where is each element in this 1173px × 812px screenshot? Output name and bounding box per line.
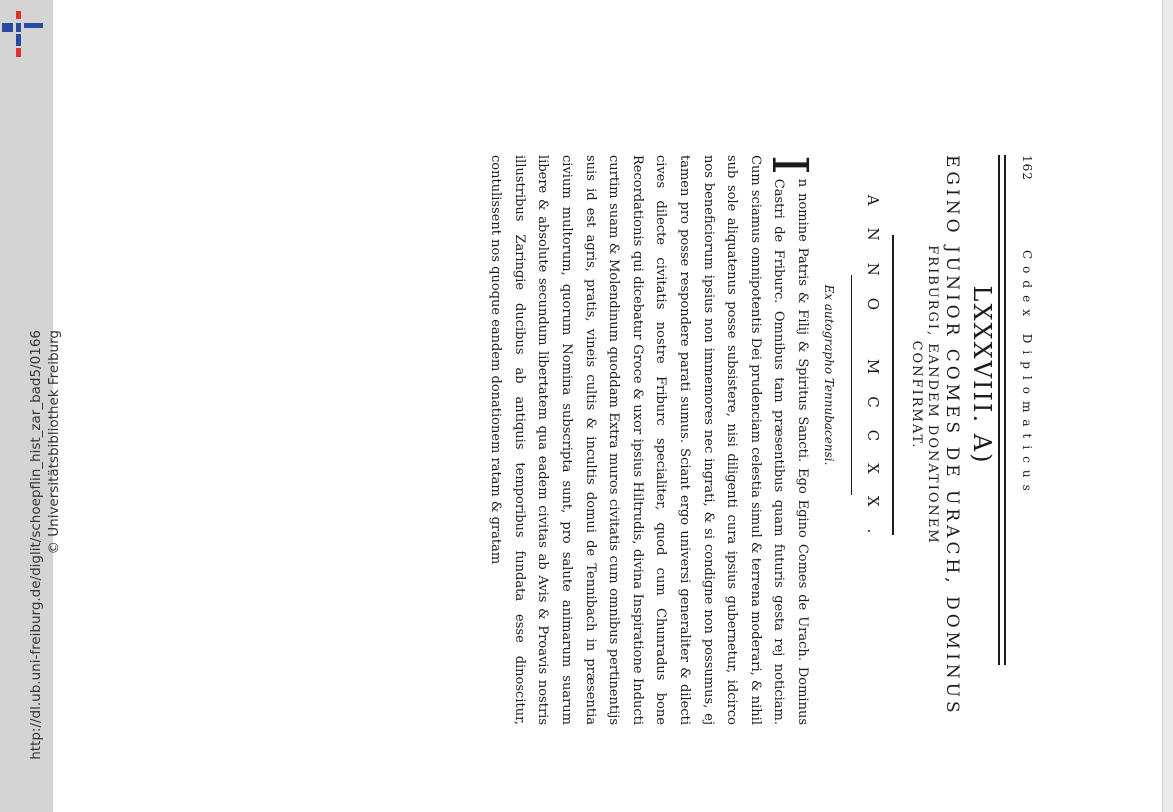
page-header [1016,155,1034,665]
copyright-notice: © Universitätsbibliothek Freiburg [46,330,62,555]
document-number: LXXXVIII. A) [968,285,996,465]
document-heading: EGINO JUNIOR COMES DE URACH, DOMINUS [942,155,962,717]
running-title: Codex Diplomaticus [1020,250,1034,498]
charter-text [484,155,819,725]
scrollbar[interactable] [1162,0,1173,812]
drop-cap: I [761,155,819,175]
document-year: ANNO MCCXX. [864,194,882,556]
source-note: Ex autographo Tennubacensi. [822,284,836,466]
year-rule [851,275,852,495]
charter-body: n nomine Patris & Filij & Spiritus Sancti. Ego Egino Comes de Urach. Dominus Castri de Friburc. Omnibus tam præsentibus quam futuris gesta rej noticiam. Cum sciamus omnipotentis Dei prudenciam celestia simul & terrena moderari, & nihil sub sole aliquatenus posse subsistere, nisi diligenti cura ipsius gubernetur, idcirco nos beneficiorum ipsius non immemores nec ingrati, & si condigne non possumus, ej tamen pro posse respondere parati sumus. Sciant ergo universi generaliter & dilecti cives dilecte civitatis nostre Friburc specialiter, quod cum Chunradus bone Recordationis qui dicebatur Groce & uxor ipsius Hiltrudis, divina Inspiratione Inducti curtim suam & Molendinum quoddam Extra muros civitatis cum omnibus pertinentijs suis id est agris, pratis, vineis cultis & incultis domui de Tennibach in præsentia civium multorum, quorum Nomina subscripta sunt, pro salute animarum suarum libere & absolute secundum libertatem qua eadem civitas ab Avis & Proavis nostris illustribus Zaringie ducibus ab antiquis temporibus fundata esse dinoscitur, contulissent nos quoque eandem donationem ratam & gratam [488,155,810,725]
subheading-line-1: FRIBURGI, EANDEM DONATIONEM [925,245,940,545]
scanned-page [272,155,1042,725]
sidebar-rotated-text [27,330,63,800]
heading-rule [892,235,894,535]
sidebar-text [0,0,62,812]
viewer-sidebar [0,0,62,812]
page-number: 162 [1020,155,1034,181]
subheading-line-2: CONFIRMAT. [909,340,924,450]
document-subheading [908,195,940,595]
document-url[interactable]: http://dl.ub.uni-freiburg.de/diglit/schoepflin_hist_zar_bad5/0166 [28,330,44,760]
header-double-rule [998,155,1006,665]
